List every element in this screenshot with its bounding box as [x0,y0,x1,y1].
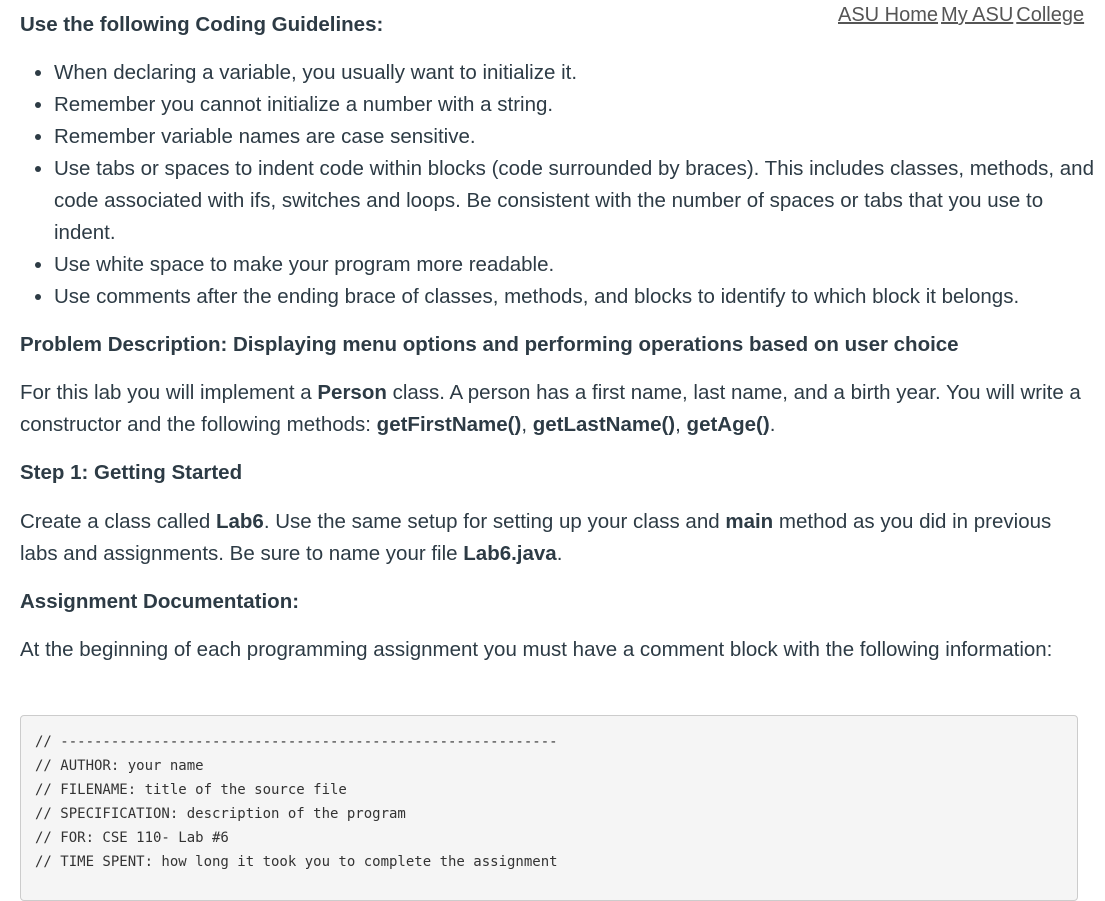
documentation-paragraph: At the beginning of each programming assignment you must have a comment block with the following information: [20,638,1053,661]
code-line: // TIME SPENT: how long it took you to complete the assignment [35,854,558,870]
problem-intro-paragraph [20,377,1092,441]
guideline-item: • Use tabs or spaces to indent code within blocks (code surrounded by braces). This includes classes, methods, and code associated with ifs, switches and loops. Be consistent with the number of spaces or tabs that you use to indent. [54,153,1104,249]
step-text: method as you did in previous labs and assignments. Be sure to name your file [20,510,1052,565]
intro-text: For this lab you will implement a [20,381,318,404]
code-line: // ----------------------------------------------------------- [35,734,558,750]
person-class-name: Person [317,381,387,404]
file-name: Lab6.java [463,542,557,565]
problem-description-heading: Problem Description: Displaying menu options and performing operations based on user choice [20,333,959,356]
guideline-item: • Use comments after the ending brace of classes, methods, and blocks to identify to which block it belongs. [54,281,1104,313]
method-name: getLastName() [532,413,676,436]
step-text: Create a class called [20,510,216,533]
guidelines-heading: Use the following Coding Guidelines: [20,13,384,36]
guideline-item: • When declaring a variable, you usually want to initialize it. [54,57,1104,89]
guidelines-list [20,57,1104,313]
comment-block-code [20,715,1078,901]
class-name: Lab6 [215,510,264,533]
guideline-item: • Use white space to make your program more readable. [54,249,1104,281]
separator-text: , [521,413,533,436]
guideline-item: • Remember variable names are case sensitive. [54,121,1104,153]
step-text: . Use the same setup for setting up your class and [263,510,726,533]
asu-home-link[interactable]: ASU Home [838,4,939,26]
intro-text: class. A person has a first name, last name, and a birth year. You will write a constructor and the following methods: [20,381,1081,436]
method-name: getAge() [686,413,770,436]
guideline-item: • Remember you cannot initialize a number with a string. [54,89,1104,121]
top-links-bar [838,1,1087,29]
main-method-name: main [725,510,774,533]
method-name: getFirstName() [376,413,522,436]
code-line: // AUTHOR: your name [35,758,204,774]
code-line: // SPECIFICATION: description of the program [35,806,406,822]
step-1-heading: Step 1: Getting Started [20,461,243,484]
code-line: // FOR: CSE 110- Lab #6 [35,830,229,846]
documentation-heading: Assignment Documentation: [20,590,300,613]
my-asu-link[interactable]: My ASU [941,4,1014,26]
code-line: // FILENAME: title of the source file [35,782,347,798]
step-text: . [556,542,563,565]
separator-text: , [675,413,687,436]
colleges-link[interactable]: College [1016,4,1085,26]
step-1-paragraph [20,506,1092,570]
end-text: . [769,413,776,436]
